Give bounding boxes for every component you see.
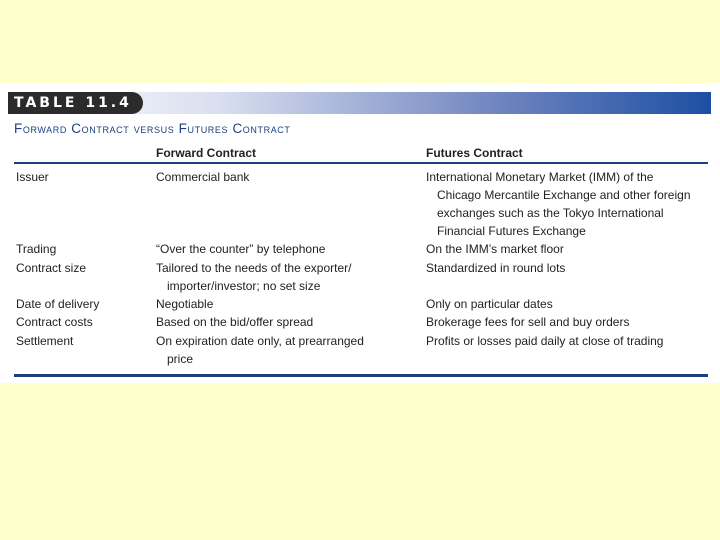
cell-line: Commercial bank <box>156 170 250 184</box>
cell-line: price <box>167 352 194 366</box>
table-title: Forward Contract versus Futures Contract <box>14 121 291 136</box>
table-number-tag: TABLE 11.4 <box>8 92 143 114</box>
cell-line: Profits or losses paid daily at close of trading <box>426 334 664 348</box>
cell-line: On expiration date only, at prearranged <box>156 334 364 348</box>
cell-futures-trading <box>426 240 564 258</box>
cell-forward-issuer <box>156 168 249 186</box>
cell-line: exchanges such as the Tokyo International <box>437 206 664 220</box>
cell-futures-date-of-delivery <box>426 295 553 313</box>
cell-line: Chicago Mercantile Exchange and other foreign <box>437 188 691 202</box>
cell-line: Negotiable <box>156 297 214 311</box>
row-label-date-of-delivery: Date of delivery <box>16 297 100 311</box>
cell-futures-contract-costs <box>426 313 629 331</box>
cell-forward-trading <box>156 240 325 258</box>
cell-forward-contract-size <box>156 259 351 295</box>
cell-futures-settlement <box>426 332 663 350</box>
column-header-forward: Forward Contract <box>156 146 257 160</box>
row-label-settlement: Settlement <box>16 334 74 348</box>
row-label-issuer: Issuer <box>16 170 49 184</box>
row-label-trading: Trading <box>16 242 57 256</box>
cell-forward-date-of-delivery <box>156 295 213 313</box>
cell-line: Brokerage fees for sell and buy orders <box>426 315 630 329</box>
cell-line: On the IMM’s market floor <box>426 242 564 256</box>
cell-futures-contract-size <box>426 259 565 277</box>
footer-rule <box>14 374 708 377</box>
row-label-contract-size: Contract size <box>16 261 87 275</box>
cell-line: “Over the counter” by telephone <box>156 242 326 256</box>
cell-line: Financial Futures Exchange <box>437 224 586 238</box>
cell-forward-contract-costs <box>156 313 313 331</box>
cell-line: Standardized in round lots <box>426 261 566 275</box>
column-header-futures: Futures Contract <box>426 146 523 160</box>
header-rule <box>14 162 708 164</box>
row-label-contract-costs: Contract costs <box>16 315 93 329</box>
cell-futures-issuer <box>426 168 691 240</box>
cell-line: Tailored to the needs of the exporter/ <box>156 261 352 275</box>
table-title-bar <box>8 92 711 114</box>
cell-line: Based on the bid/offer spread <box>156 315 314 329</box>
cell-forward-settlement <box>156 332 364 368</box>
cell-line: International Monetary Market (IMM) of the <box>426 170 654 184</box>
table-panel <box>0 83 720 383</box>
cell-line: importer/investor; no set size <box>167 279 321 293</box>
cell-line: Only on particular dates <box>426 297 553 311</box>
